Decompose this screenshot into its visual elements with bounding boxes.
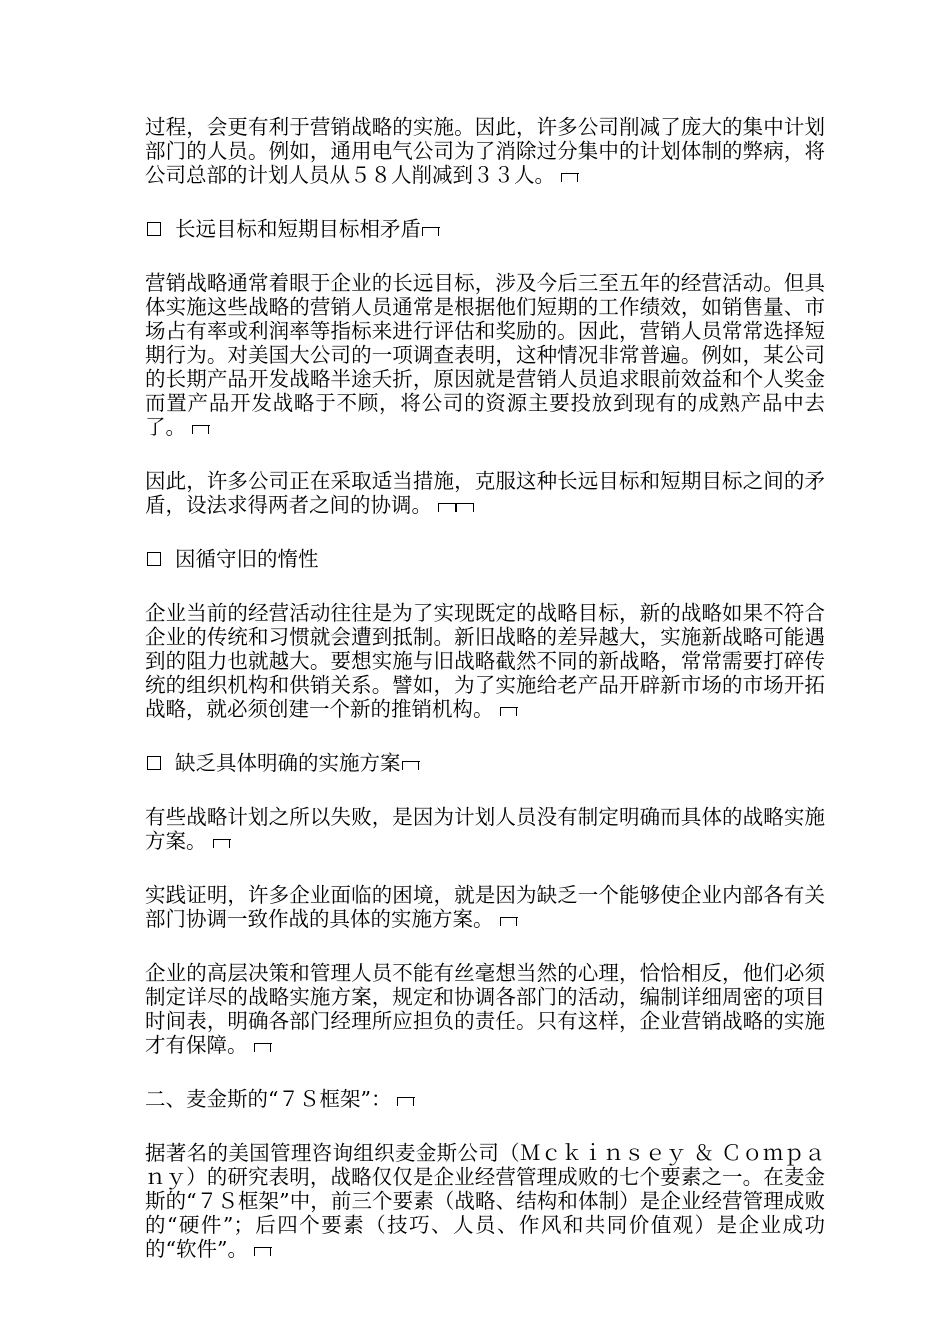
paragraph-mark-icon	[254, 1043, 272, 1052]
paragraph-mark-icon	[422, 227, 440, 236]
heading-text: 长远目标和短期目标相矛盾	[175, 217, 421, 241]
paragraph-mark-icon	[397, 1097, 415, 1106]
paragraph-mark-icon	[213, 839, 231, 848]
checkbox-icon	[147, 552, 161, 566]
paragraph-mark-icon	[500, 917, 518, 926]
section-heading	[145, 1087, 825, 1111]
double-paragraph-mark-icon	[438, 503, 474, 512]
paragraph	[145, 601, 825, 721]
paragraph-text: 过程，会更有利于营销战略的实施。因此，许多公司削减了庞大的集中计划部门的人员。例如，通用电气公司为了消除过分集中的计划体制的弊病，将公司总部的计划人员从５８人削减到３３人。	[145, 115, 825, 187]
checkbox-heading	[145, 751, 825, 775]
paragraph-text: 营销战略通常着眼于企业的长远目标，涉及今后三至五年的经营活动。但具体实施这些战略的营销人员通常是根据他们短期的工作绩效，如销售量、市场占有率或利润率等指标来进行评估和奖励的。因此，营销人员常常选择短期行为。对美国大公司的一项调查表明，这种情况非常普遍。例如，某公司的长期产品开发战略半途夭折，原因就是营销人员追求眼前效益和个人奖金而置产品开发战略于不顾，将公司的资源主要投放到现有的成熟产品中去了。	[145, 271, 825, 439]
paragraph	[145, 271, 825, 439]
paragraph-text: 企业当前的经营活动往往是为了实现既定的战略目标，新的战略如果不符合企业的传统和习惯就会遭到抵制。新旧战略的差异越大，实施新战略可能遇到的阻力也就越大。要想实施与旧战略截然不同的新战略，常常需要打碎传统的组织机构和供销关系。譬如，为了实施给老产品开辟新市场的市场开拓战略，就必须创建一个新的推销机构。	[145, 601, 825, 721]
paragraph-text: 因此，许多公司正在采取适当措施，克服这种长远目标和短期目标之间的矛盾，设法求得两者之间的协调。	[145, 469, 825, 517]
paragraph-text: 有些战略计划之所以失败，是因为计划人员没有制定明确而具体的战略实施方案。	[145, 805, 825, 853]
checkbox-heading	[145, 547, 825, 571]
paragraph-mark-icon	[561, 173, 579, 182]
paragraph	[145, 115, 825, 187]
heading-text: 因循守旧的惰性	[175, 547, 319, 571]
checkbox-icon	[147, 756, 161, 770]
heading-text: 缺乏具体明确的实施方案	[175, 751, 401, 775]
paragraph	[145, 805, 825, 853]
paragraph-text: 企业的高层决策和管理人员不能有丝毫想当然的心理，恰恰相反，他们必须制定详尽的战略实施方案，规定和协调各部门的活动，编制详细周密的项目时间表，明确各部门经理所应担负的责任。只有这样，企业营销战略的实施才有保障。	[145, 961, 825, 1057]
heading-text: 二、麦金斯的“７Ｓ框架”：	[145, 1087, 392, 1111]
paragraph-text: 据著名的美国管理咨询组织麦金斯公司（Ｍｃｋｉｎｓｅｙ ＆ Ｃｏｍｐａｎｙ）的研究表明，战略仅仅是企业经营管理成败的七个要素之一。在麦金斯的“７Ｓ框架”中，前三个要素（战略、结构和体制）是企业经营管理成败的“硬件”；后四个要素（技巧、人员、作风和共同价值观）是企业成功的“软件”。	[145, 1141, 825, 1261]
checkbox-heading	[145, 217, 825, 241]
paragraph-mark-icon	[254, 1247, 272, 1256]
paragraph-mark-icon	[192, 425, 210, 434]
paragraph	[145, 469, 825, 517]
paragraph	[145, 883, 825, 931]
checkbox-icon	[147, 222, 161, 236]
paragraph-mark-icon	[500, 707, 518, 716]
paragraph-text: 实践证明，许多企业面临的困境，就是因为缺乏一个能够使企业内部各有关部门协调一致作战的具体的实施方案。	[145, 883, 825, 931]
paragraph	[145, 961, 825, 1057]
document-page	[145, 115, 825, 1291]
paragraph	[145, 1141, 825, 1261]
paragraph-mark-icon	[402, 761, 420, 770]
